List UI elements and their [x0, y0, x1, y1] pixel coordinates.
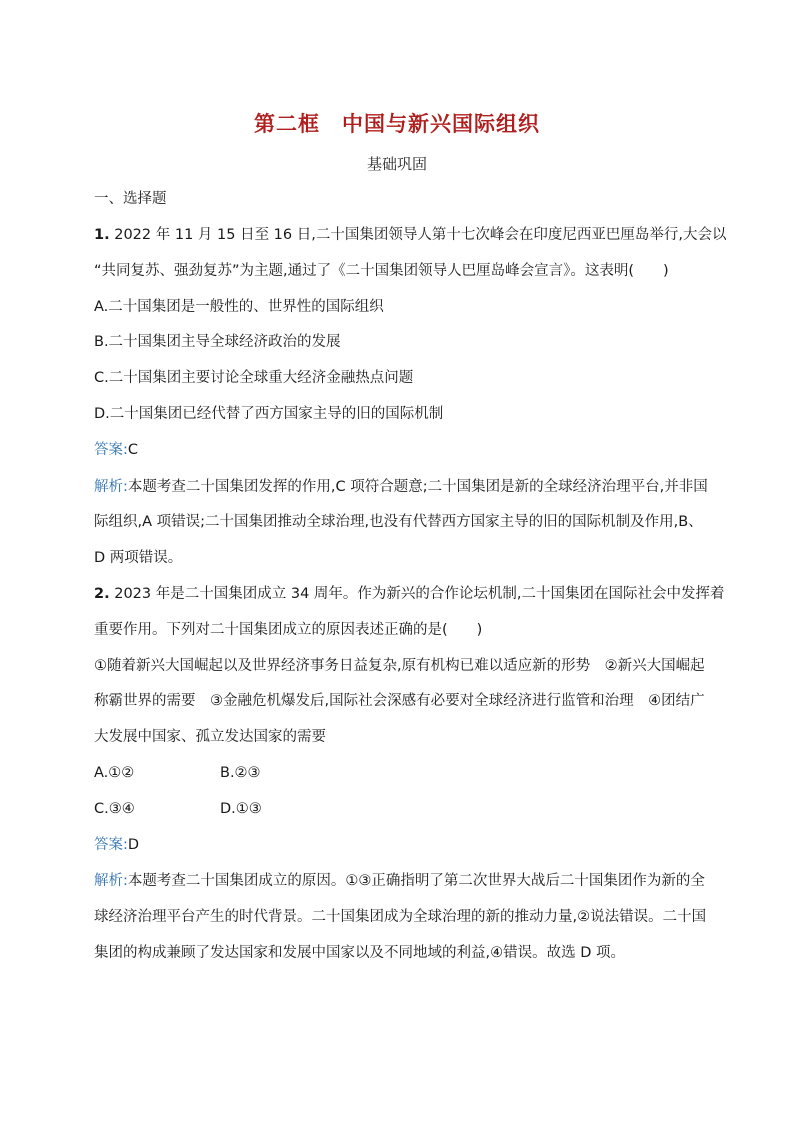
q2-items-line-1: ①随着新兴大国崛起以及世界经济事务日益复杂,原有机构已难以适应新的形势 ②新兴大国崛起 — [94, 658, 705, 674]
q2-items-line-3: 大发展中国家、孤立发达国家的需要 — [94, 729, 326, 745]
q1-analysis-text-1: 本题考查二十国集团发挥的作用,C 项符合题意;二十国集团是新的全球经济治理平台,并非国 — [127, 479, 708, 495]
section-subtitle: 基础巩固 — [366, 155, 427, 173]
q1-option-c: C.二十国集团主要讨论全球重大经济金融热点问题 — [94, 370, 414, 386]
q1-stem-text-1: 2022 年 11 月 15 日至 16 日,二十国集团领导人第十七次峰会在印度尼西亚巴厘岛举行,大会以 — [109, 227, 727, 243]
q2-items-line-2: 称霸世界的需要 ③金融危机爆发后,国际社会深感有必要对全球经济进行监管和治理 ④团结广 — [94, 693, 705, 709]
q1-analysis-line-1 — [94, 477, 708, 497]
q2-option-c: C.③④ — [94, 801, 135, 817]
q1-option-d: D.二十国集团已经代替了西方国家主导的旧的国际机制 — [94, 406, 444, 422]
page-title: 第二框 中国与新兴国际组织 — [254, 111, 540, 136]
q2-analysis-line-2: 球经济治理平台产生的时代背景。二十国集团成为全球治理的新的推动力量,②说法错误。二十国 — [94, 909, 707, 925]
q2-analysis-label: 解析: — [94, 873, 128, 889]
q1-analysis-line-2: 际组织,A 项错误;二十国集团推动全球治理,也没有代替西方国家主导的旧的国际机制及作用,B、 — [94, 514, 703, 530]
q1-number: 1. — [94, 227, 110, 243]
q1-stem-line-2: “共同复苏、强劲复苏”为主题,通过了《二十国集团领导人巴厘岛峰会宣言》。这表明( ) — [94, 263, 669, 279]
q2-answer — [94, 835, 139, 855]
q1-option-a: A.二十国集团是一般性的、世界性的国际组织 — [94, 299, 384, 315]
q1-analysis-line-3: D 两项错误。 — [94, 550, 183, 566]
q2-number: 2. — [94, 586, 110, 602]
q1-answer-value: C — [127, 442, 139, 458]
q2-stem-text-1: 2023 年是二十国集团成立 34 周年。作为新兴的合作论坛机制,二十国集团在国际社会中发挥着 — [109, 586, 725, 602]
q2-answer-value: D — [127, 837, 140, 853]
q2-analysis-line-3: 集团的构成兼顾了发达国家和发展中国家以及不同地域的利益,④错误。故选 D 项。 — [94, 945, 625, 961]
q2-option-d: D.①③ — [220, 801, 262, 817]
q2-stem-line-1 — [94, 584, 725, 604]
q2-stem-line-2: 重要作用。下列对二十国集团成立的原因表述正确的是( ) — [94, 622, 483, 638]
q1-option-b: B.二十国集团主导全球经济政治的发展 — [94, 334, 341, 350]
q1-stem-line-1 — [94, 225, 726, 245]
q1-answer — [94, 440, 138, 460]
section-heading: 一、选择题 — [94, 191, 167, 207]
q2-analysis-line-1 — [94, 871, 705, 891]
q1-analysis-label: 解析: — [94, 479, 128, 495]
q2-answer-label: 答案: — [94, 837, 128, 853]
q2-option-b: B.②③ — [220, 765, 261, 781]
q2-analysis-text-1: 本题考查二十国集团成立的原因。①③正确指明了第二次世界大战后二十国集团作为新的全 — [127, 873, 705, 889]
q1-answer-label: 答案: — [94, 442, 128, 458]
q2-option-a: A.①② — [94, 765, 135, 781]
